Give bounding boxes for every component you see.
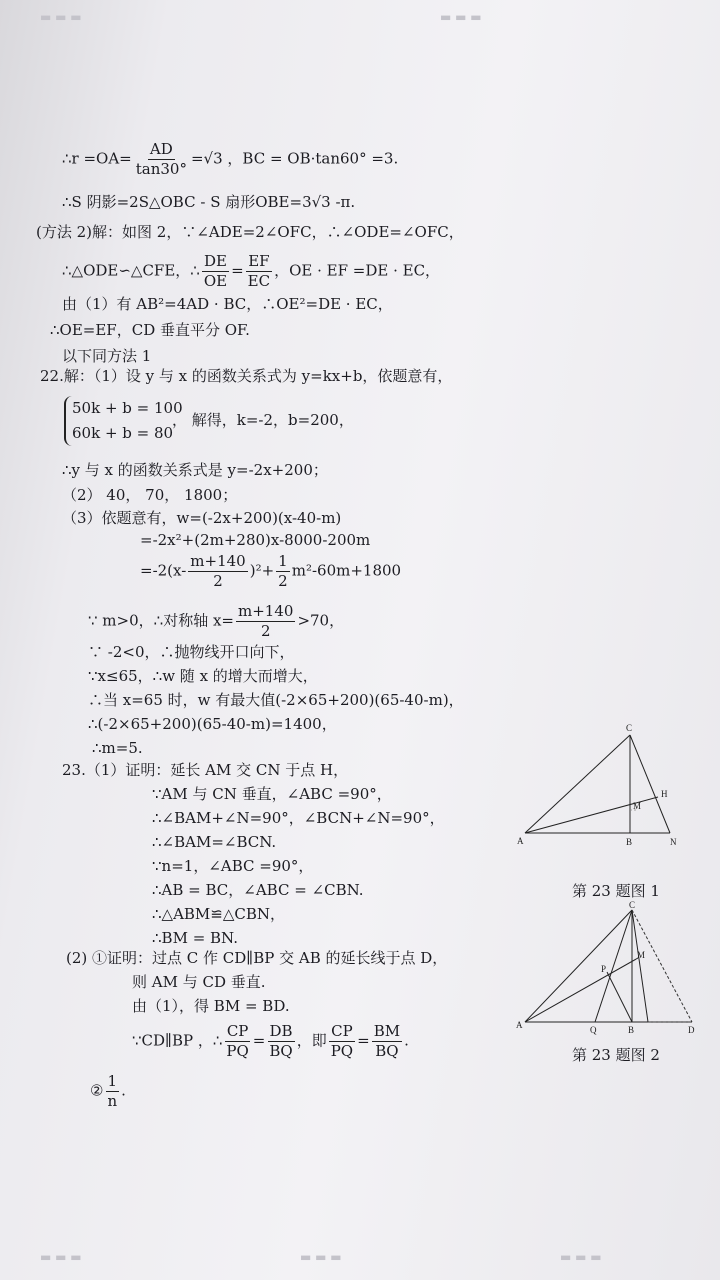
text-line: ∴∠BAM+∠N=90°，∠BCN+∠N=90°，	[152, 809, 445, 827]
figure-1-caption: 第 23 题图 1	[572, 882, 660, 900]
text-line: ∴m=5.	[92, 739, 143, 757]
edge-AC	[525, 910, 632, 1022]
similar-triangles-line: ∴△ODE∽△CFE，∴ $\frac{DE}{OE}$ = $\frac{EF}{EC}$ ，OE · EF =DE · EC，	[62, 252, 441, 290]
label-C: C	[626, 723, 633, 733]
edge-CN	[632, 910, 648, 1022]
label-M: M	[637, 950, 646, 960]
edge-PB	[607, 972, 632, 1022]
text-line: ∴∠BAM=∠BCN.	[152, 833, 277, 851]
problem-23-heading: 23.（1）证明：延长 AM 交 CN 于点 H，	[62, 761, 349, 779]
text-line: ∴△ABM≌△CBN，	[152, 905, 286, 923]
text-line: ∴y 与 x 的函数关系式是 y=-2x+200；	[62, 461, 328, 479]
label-Q: Q	[590, 1025, 597, 1035]
edge-AM	[525, 958, 638, 1022]
label-H: H	[661, 789, 668, 799]
text-line: ∴BM = BN.	[152, 929, 238, 947]
figure-23-1	[510, 720, 710, 855]
equation-radius: ∴r =OA= $\frac{AD}{\tan 30^\circ}$ =√3 ，BC = OB·tan60° =3.	[62, 140, 399, 178]
label-M: M	[633, 801, 642, 811]
edge-CN	[630, 735, 670, 833]
equation-area: ∴S 阴影=2S△OBC - S 扇形OBE=3√3 -π.	[62, 193, 356, 211]
label-A: A	[517, 836, 524, 846]
text-line: ∵n=1，∠ABC =90°，	[152, 857, 314, 875]
proportion-line: ∵CD∥BP ，∴ $\frac{CP}{PQ}$ = $\frac{DB}{BQ}$ ，即 $\frac{CP}{PQ}$ = $\frac{BM}{BQ}$ .	[132, 1022, 409, 1060]
problem-22-heading: 22.解：（1）设 y 与 x 的函数关系式为 y=kx+b，依题意有，	[40, 367, 453, 385]
axis-of-symmetry-line: ∵ m>0，∴对称轴 x= $\frac{m+140}{2}$ >70，	[88, 602, 345, 640]
method2-heading: (方法 2)解：如图 2，∵∠ADE=2∠OFC，∴∠ODE=∠OFC，	[36, 223, 464, 241]
text-line: =-2x²+(2m+280)x-8000-200m	[140, 531, 371, 549]
label-P: P	[601, 964, 607, 974]
text-line: ∴当 x=65 时，w 有最大值(-2×65+200)(65-40-m)，	[88, 691, 464, 709]
text-line: ∴OE=EF，CD 垂直平分 OF.	[50, 321, 250, 339]
text-line: 以下同方法 1	[62, 347, 152, 365]
label-D: D	[688, 1025, 695, 1035]
answer-part2: ② $\frac{1}{n}$ .	[90, 1072, 126, 1110]
text-line: ， 解得，k=-2，b=200，	[172, 411, 354, 429]
label-B: B	[626, 837, 633, 847]
text-line: ∴(-2×65+200)(65-40-m)=1400，	[88, 715, 337, 733]
text-line: ∴AB = BC，∠ABC = ∠CBN.	[152, 881, 364, 899]
text-line: 由（1），得 BM = BD.	[132, 997, 290, 1015]
text-line: （3）依题意有，w=(-2x+200)(x-40-m)	[62, 509, 342, 527]
text-line: ∵x≤65，∴w 随 x 的增大而增大，	[88, 667, 318, 685]
figure-2-caption: 第 23 题图 2	[572, 1046, 660, 1064]
label-A: A	[516, 1020, 523, 1030]
figure-23-2	[510, 900, 710, 1040]
equation-system: 50k + b = 100 60k + b = 80	[64, 396, 183, 446]
text-line: （2） 40， 70， 1800；	[62, 486, 238, 504]
text-line: 由（1）有 AB²=4AD · BC，∴OE²=DE · EC，	[62, 295, 393, 313]
text-line: ∵ -2<0，∴抛物线开口向下，	[88, 643, 295, 661]
label-N: N	[670, 837, 677, 847]
label-C: C	[629, 900, 636, 910]
label-B: B	[628, 1025, 635, 1035]
text-line: 则 AM 与 CD 垂直.	[132, 973, 266, 991]
text-line: (2) ①证明：过点 C 作 CD∥BP 交 AB 的延长线于点 D，	[66, 949, 448, 967]
text-line: ∵AM 与 CN 垂直，∠ABC =90°，	[152, 785, 392, 803]
edge-CD-dashed	[632, 910, 692, 1022]
vertex-form-line: =-2(x- $\frac{m+140}{2}$ )²+ $\frac{1}{2}$ m²-60m+1800	[140, 552, 402, 590]
